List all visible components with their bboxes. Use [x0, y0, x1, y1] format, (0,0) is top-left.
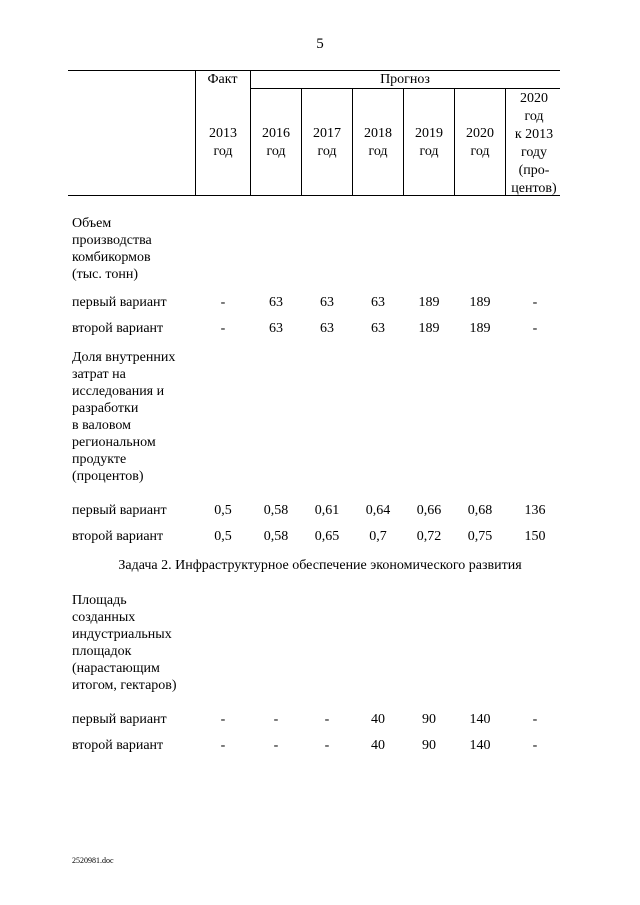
- cell: 189: [469, 321, 491, 336]
- cell: -: [324, 738, 330, 753]
- cell: -: [220, 321, 226, 336]
- row-label: второй вариант: [72, 738, 164, 753]
- cell: 0,75: [467, 529, 493, 544]
- row-label: первый вариант: [72, 503, 167, 518]
- cell: 140: [469, 712, 491, 727]
- cell: -: [532, 295, 538, 310]
- cell: 63: [371, 295, 385, 310]
- cell: 63: [320, 295, 334, 310]
- cell: -: [220, 295, 226, 310]
- header-bottom-rule: [68, 195, 560, 196]
- row-label: второй вариант: [72, 321, 164, 336]
- cell: 63: [320, 321, 334, 336]
- cell: -: [273, 712, 279, 727]
- row-label: первый вариант: [72, 295, 167, 310]
- cell: 90: [422, 712, 436, 727]
- fact-header: Факт: [207, 72, 238, 87]
- forecast-header: Прогноз: [380, 72, 430, 87]
- cell: 0,64: [365, 503, 391, 518]
- year-header-2016: 2016 год: [262, 126, 290, 159]
- section-title: Объем производства комбикормов (тыс. тонн): [72, 216, 152, 282]
- year-header-2019: 2019 год: [415, 126, 443, 159]
- footer-filename: 2520981.doc: [72, 856, 114, 865]
- cell: -: [220, 712, 226, 727]
- section-title: Площадь созданных индустриальных площадок (нарастающим итогом, гектаров): [72, 593, 177, 693]
- cell: 0,58: [263, 503, 289, 518]
- cell: -: [532, 738, 538, 753]
- year-header-2017: 2017 год: [313, 126, 341, 159]
- row-label: первый вариант: [72, 712, 167, 727]
- cell: -: [220, 738, 226, 753]
- year-header-2020-vs-2013: 2020 год к 2013 году (про- центов): [511, 91, 557, 196]
- cell: 63: [269, 295, 283, 310]
- cell: -: [273, 738, 279, 753]
- cell: 0,7: [369, 529, 387, 544]
- cell: -: [532, 321, 538, 336]
- cell: 189: [469, 295, 491, 310]
- task-title: Задача 2. Инфраструктурное обеспечение экономического развития: [118, 558, 522, 573]
- cell: 150: [524, 529, 546, 544]
- cell: 0,58: [263, 529, 289, 544]
- cell: 0,61: [314, 503, 340, 518]
- cell: 189: [418, 321, 440, 336]
- cell: 0,5: [214, 503, 232, 518]
- cell: 189: [418, 295, 440, 310]
- cell: -: [532, 712, 538, 727]
- cell: 136: [524, 503, 546, 518]
- year-header-2018: 2018 год: [364, 126, 392, 159]
- cell: 40: [371, 738, 385, 753]
- row-label: второй вариант: [72, 529, 164, 544]
- cell: 0,66: [416, 503, 442, 518]
- cell: 0,65: [314, 529, 340, 544]
- year-header-2013: 2013 год: [209, 126, 237, 159]
- section-title: Доля внутренних затрат на исследования и разработки в валовом региональном продукте (процентов): [72, 350, 176, 484]
- cell: 140: [469, 738, 491, 753]
- cell: 63: [371, 321, 385, 336]
- page-number: 5: [316, 36, 324, 52]
- cell: 40: [371, 712, 385, 727]
- year-header-2020: 2020 год: [466, 126, 494, 159]
- cell: -: [324, 712, 330, 727]
- cell: 0,5: [214, 529, 232, 544]
- cell: 0,72: [416, 529, 442, 544]
- cell: 90: [422, 738, 436, 753]
- cell: 0,68: [467, 503, 493, 518]
- cell: 63: [269, 321, 283, 336]
